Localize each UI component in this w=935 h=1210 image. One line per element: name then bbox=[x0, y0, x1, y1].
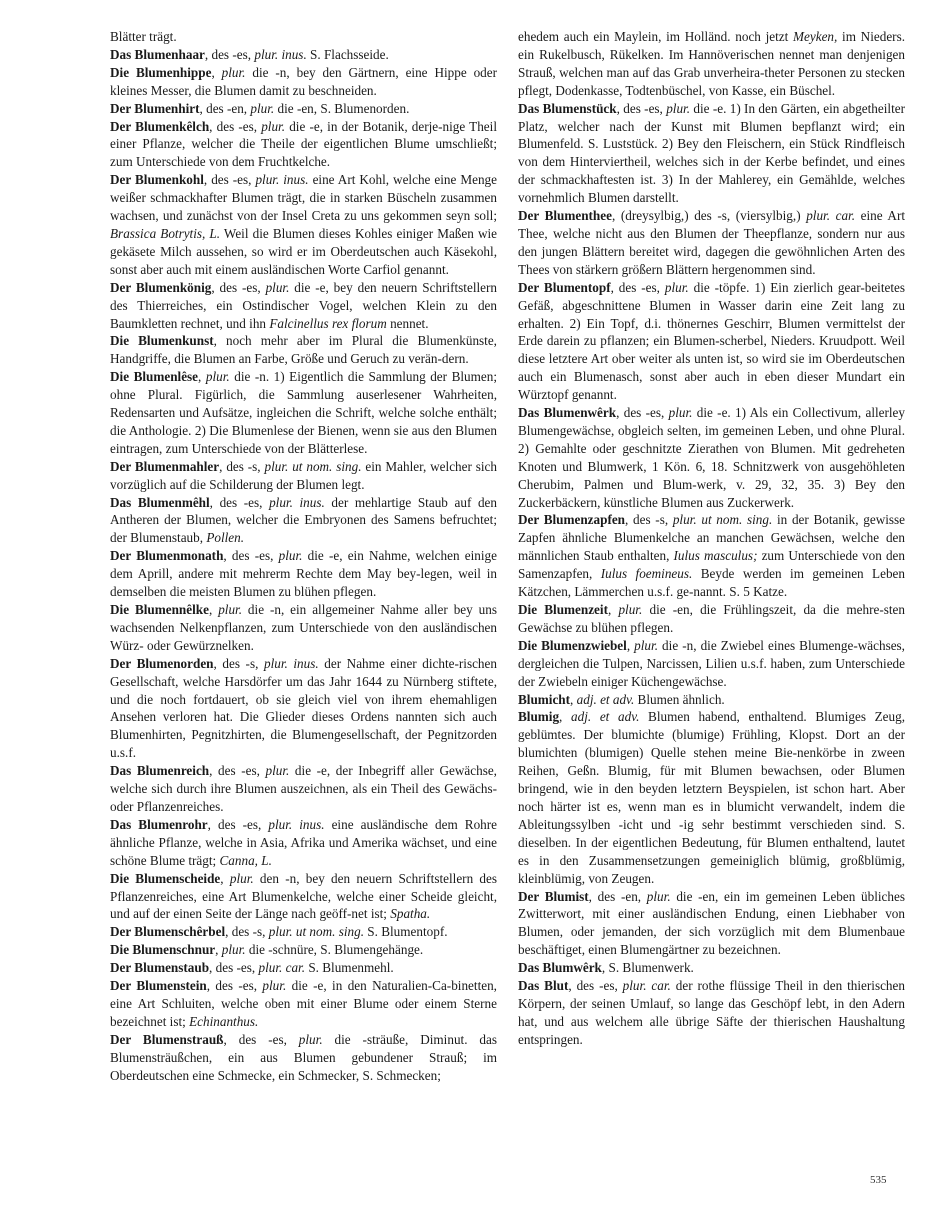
entry-text: den -n, bey den neuern Schriftstellern des Pflanzenreiches, eine Art Blumenkelche, welche einer Scheide gleicht, und auf der einen Seite der Länge nach geöff-net ist; bbox=[110, 870, 497, 922]
entry-italic-text: Meyken, bbox=[793, 29, 838, 44]
entry-italic-text: Iulus masculus; bbox=[673, 548, 758, 564]
entry-text: , bbox=[559, 709, 572, 725]
entry-headword: Die Blumenschnur bbox=[110, 942, 216, 958]
entry-text: , S. Blumenwerk. bbox=[601, 960, 694, 976]
entry-italic-text: Pollen. bbox=[206, 530, 245, 546]
entry-text: der rothe flüssige Theil in den thierischen Körpern, der seinen Umlauf, so lange das Geschöpf lebt, in den Adern hat, und aus welchem alle übrige Säfte der thierischen Haushaltung entspringen. bbox=[518, 978, 905, 1047]
entry-headword: Der Blumenschêrbel bbox=[110, 924, 226, 940]
entry-headword: Der Blumenmahler bbox=[110, 458, 220, 474]
page-number: 535 bbox=[870, 1174, 887, 1186]
entry-text: S. Flachsseide. bbox=[306, 46, 389, 62]
entry-text: , des -es, bbox=[204, 46, 255, 62]
entry-italic-text: plur. ut nom. sing. bbox=[268, 924, 364, 940]
entry-headword: Das Blumenhaar bbox=[110, 46, 205, 62]
dictionary-entry bbox=[110, 941, 497, 959]
entry-text: S. Blumenmehl. bbox=[305, 960, 394, 976]
dictionary-entry bbox=[518, 279, 905, 404]
dictionary-entry bbox=[110, 547, 497, 601]
entry-headword: Das Blumenwêrk bbox=[518, 405, 617, 421]
entry-headword: Der Blumenmonath bbox=[110, 548, 224, 564]
entry-italic-text: plur. bbox=[666, 100, 691, 116]
entry-text: , bbox=[607, 602, 619, 617]
entry-text: eine ausländische dem Rohre ähnliche Pflanze, welche in Asia, Afrika und Amerika wächset, und eine schöne Blume trägt; bbox=[110, 816, 497, 868]
dictionary-entry bbox=[518, 708, 905, 887]
dictionary-entry bbox=[110, 923, 497, 941]
dictionary-entry bbox=[110, 458, 497, 494]
dictionary-entry bbox=[518, 888, 905, 960]
entry-text: , des -es, bbox=[209, 118, 262, 134]
dictionary-entry bbox=[518, 100, 905, 207]
entry-italic-text: plur. bbox=[221, 942, 246, 958]
entry-text: die -e, in den Naturalien-Ca-binetten, eine Art Schluiten, welche oben mit einer Blume oder einem Sterne bezeichnet ist; bbox=[110, 978, 497, 1029]
entry-text: Blumen habend, enthaltend. Blumiges Zeug, geblümtes. Der blumichte (blumige) Frühling, Klopst. Dort an der blumichten (blumigen) Quelle stehen meine Bie-nenkörbe in zween Reihen, Geßn. Blumig, für mit Blumen bewachsen, oder Blumen bringend, wie in den beyden letztern Beyspielen, ist schon hart. Aber noch härter ist es, wenn man es in blumicht verwandelt, indem die Ableitungssylben -icht und -ig sehr bestimmt verschieden sind. S. dieselben. In der eigentlichen Bedeutung, für Blumen enthaltend, lautet es in den Zusammensetzungen gemeiniglich blümig, großblümig, kleinblümig, von Zeugen. bbox=[518, 709, 906, 886]
entry-headword: Blumig bbox=[518, 709, 560, 725]
entry-italic-text: Falcinellus rex florum bbox=[269, 315, 387, 331]
dictionary-entry bbox=[110, 762, 497, 816]
entry-headword: Die Blumenhippe bbox=[110, 64, 212, 80]
entry-headword: Der Blumenstrauß bbox=[110, 1031, 224, 1047]
entry-text: , des -s, bbox=[219, 458, 265, 474]
dictionary-entry bbox=[110, 816, 497, 870]
entry-text: , des -en, bbox=[588, 888, 647, 904]
entry-text: S. Blumentopf. bbox=[364, 924, 448, 940]
entry-headword: Der Blumenzapfen bbox=[518, 512, 626, 528]
dictionary-entry bbox=[110, 118, 497, 172]
entry-italic-text: plur. bbox=[664, 279, 689, 295]
entry-text: die -schnüre, S. Blumengehänge. bbox=[245, 942, 424, 958]
dictionary-entry bbox=[518, 977, 905, 1049]
dictionary-entry bbox=[518, 601, 905, 637]
entry-text: , des -es, bbox=[209, 494, 270, 510]
entry-text: in der Botanik, gewisse Zapfen ähnliche Blumenkelche an manchen Gewächsen, welche den männlichen Staub enthalten, bbox=[518, 512, 905, 564]
entry-text: , des -s, bbox=[225, 924, 269, 940]
entry-text: , bbox=[211, 64, 222, 80]
entry-text: die -e. 1) In den Gärten, ein abgetheilter Platz, welcher nach der Kunst mit Blumen bepflanzt wird; ein Blumenfeld. S. Luststück. 2) Bey den Fleischern, ein Stück Rindfleisch von dem Hinterviertheil, welches sich in der Kerbe befindet, und eines der schmackhaftesten ist. 3) In der Mahlerey, ein Gemählde, welches vornehmlich Blumen darstellt. bbox=[518, 100, 905, 206]
entry-text: , des -es, bbox=[616, 100, 667, 116]
right-column bbox=[518, 28, 905, 1049]
entry-italic-text: plur. bbox=[278, 548, 303, 564]
entry-headword: Das Blumenrohr bbox=[110, 816, 208, 832]
entry-italic-text: plur. car. bbox=[258, 960, 306, 976]
entry-text: die -e. 1) Als ein Collectivum, allerley Blumengewächse, obgleich selten, im gemeinen Leben, und ohne Plural. 2) Gemahlte oder geschnitzte Zierathen von Blumen. Mit gedreheten Knoten und Blumwerk, 1 Kön. 6, 18. Schnitzwerk von ausgehöhleten Cherubim, Palmen und Blum-werk, v. 29, 32, 35. 3) Bey den Zuckerbäckern, künstliche Blumen aus Zuckerwerk. bbox=[518, 405, 906, 510]
dictionary-entry bbox=[110, 959, 497, 977]
dictionary-entry bbox=[110, 494, 497, 548]
entry-text: die -en, die Frühlingszeit, da die mehre-sten Gewächse zu blühen pflegen. bbox=[518, 602, 905, 635]
entry-text: die -e, in der Botanik, derje-nige Theil einer Pflanze, welcher die Theile der eigentlichen Blume umschließt; zum Unterschiede von dem Fruchtkelche. bbox=[110, 118, 497, 170]
entry-text: nennet. bbox=[386, 315, 429, 331]
entry-headword: Das Blut bbox=[518, 978, 569, 994]
entry-text: , des -es, bbox=[223, 548, 279, 564]
entry-headword: Der Blumist bbox=[518, 888, 589, 904]
entry-text: Beyde werden im gemeinen Leben Kätzchen, Lämmerchen u.s.f. ge-nannt. S. 5 Katze. bbox=[518, 566, 905, 600]
entry-headword: Der Blumenkohl bbox=[110, 172, 204, 188]
entry-headword: Blumicht bbox=[518, 691, 571, 707]
entry-italic-text: plur. bbox=[221, 64, 246, 80]
entry-headword: Der Blumenthee bbox=[518, 208, 612, 224]
entry-text: , bbox=[198, 369, 206, 385]
dictionary-entry bbox=[110, 655, 497, 762]
entry-italic-text: plur. inus. bbox=[263, 655, 319, 671]
entry-text: Weil die Blumen dieses Kohles einiger Maßen wie gekäsete Milch aussehen, so wird er im Oberdeutschen auch Käsekohl, sonst aber auch mit einem ausländischen Worte Carfiol genannt. bbox=[110, 225, 497, 277]
entry-text: , des -s, bbox=[625, 512, 673, 528]
dictionary-entry bbox=[110, 870, 497, 924]
entry-text: ein Mahler, welcher sich vorzüglich auf die Schilderung der Blumen legt. bbox=[110, 458, 498, 492]
entry-text: Blumen ähnlich. bbox=[634, 691, 725, 707]
entry-headword: Die Blumenlêse bbox=[110, 369, 199, 385]
entry-italic-text: plur. bbox=[265, 763, 290, 779]
entry-headword: Der Blumenstaub bbox=[110, 960, 210, 976]
entry-text: , (dreysylbig,) des -s, (viersylbig,) bbox=[611, 208, 807, 224]
entry-text: , noch mehr aber im Plural die Blumenkünste, Handgriffe, die Blumen an Farbe, Größe und Geruch zu verän-dern. bbox=[110, 333, 497, 367]
entry-text: , des -es, bbox=[568, 978, 623, 994]
entry-italic-text: plur. bbox=[261, 118, 286, 134]
entry-italic-text: Iulus foemineus. bbox=[600, 566, 693, 582]
dictionary-entry bbox=[110, 171, 497, 278]
dictionary-entry bbox=[110, 1031, 497, 1085]
entry-italic-text: plur. bbox=[250, 100, 275, 116]
entry-headword: Die Blumennêlke bbox=[110, 602, 209, 617]
dictionary-entry bbox=[518, 691, 905, 709]
entry-italic-text: Echinanthus. bbox=[189, 1013, 259, 1029]
entry-headword: Der Blumenkönig bbox=[110, 279, 212, 295]
dictionary-entry bbox=[518, 511, 905, 601]
entry-text: ehedem auch ein Maylein, im Holländ. noch jetzt bbox=[518, 29, 794, 44]
entry-text: , des -es, bbox=[223, 1031, 299, 1047]
entry-italic-text: plur. bbox=[298, 1031, 323, 1047]
dictionary-entry bbox=[110, 332, 497, 368]
entry-italic-text: plur. car. bbox=[806, 208, 856, 224]
entry-italic-text: plur. bbox=[218, 602, 243, 617]
entry-italic-text: plur. bbox=[205, 369, 230, 385]
entry-text: , des -s, bbox=[213, 655, 264, 671]
entry-text: , bbox=[215, 942, 222, 958]
entry-text: die -e, bey den neuern Schriftstellern des Thierreiches, ein Ostindischer Vogel, welchen Klein zu den Baumkletten rechnet, und ihn bbox=[110, 279, 497, 331]
entry-italic-text: plur. car. bbox=[622, 978, 671, 994]
entry-text: die -e, der Inbegriff aller Gewächse, welche sich durch ihre Blumen auszeichnen, als ein Theil des Gewächs- oder Pflanzenreiches. bbox=[110, 763, 497, 814]
entry-headword: Die Blumenscheide bbox=[110, 870, 221, 886]
entry-italic-text: Spatha. bbox=[390, 906, 431, 922]
entry-text: , des -es, bbox=[203, 172, 256, 188]
entry-text: eine Art Kohl, welche eine Menge weißer schmackhafter Blumen trägt, die in starken Büscheln zusammen wachsen, und zunächst von der Insel Creta zu uns gekommen seyn soll; bbox=[110, 172, 497, 224]
entry-text: , des -es, bbox=[209, 763, 266, 779]
entry-text: , des -es, bbox=[610, 279, 665, 295]
entry-text: die -töpfe. 1) Ein zierlich gear-beitetes Gefäß, abgeschnittene Blumen in Wasser darin eine Zeit lang zu erhalten. 2) Ein Topf, d.i. thönernes Geschirr, Blumen vermittelst der Erde darein zu pflanzen; ein Blumen-scherbel, Nieders. Kruudpott. Weil diese letztere Art ober weiter als unten ist, so wird sie im Oberdeutschen auch ein Blumenasch, sonst aber auch in eben dieser Mundart ein Würztopf genannt. bbox=[518, 279, 906, 403]
dictionary-entry bbox=[518, 207, 905, 279]
entry-headword: Die Blumenzeit bbox=[518, 602, 608, 617]
dictionary-entry bbox=[518, 959, 905, 977]
dictionary-entry bbox=[518, 28, 905, 100]
entry-text: der Nahme einer dichte-rischen Gesellschaft, welche Harsdörfer um das Jahr 1644 zu Nürnberg stiftete, und die noch fortdauert, ob sie gleich viel von ihrem ehemahligen Ansehen verloren hat. Die Glieder dieses Ordens nannten sich auch Blumenhirten, Pegnitzhirten, die Blumengesellschaft, der Pegnitzorden u.s.f. bbox=[110, 655, 497, 761]
entry-text: die -n, ein allgemeiner Nahme aller bey uns wachsenden Nelkenpflanzen, zum Unterschiede von den ausländischen Würz- oder Gewürznelken. bbox=[110, 602, 497, 653]
entry-text: die -sträuße, Diminut. das Blumensträußchen, ein aus Blumen gebundener Strauß; im Oberdeutschen eine Schmecke, ein Schmecker, S. Schmecken; bbox=[110, 1031, 497, 1083]
entry-italic-text: plur. inus. bbox=[268, 816, 325, 832]
entry-text: die -n. 1) Eigentlich die Sammlung der Blumen; ohne Plural. Figürlich, die Sammlung auserlesener Wahrheiten, Redensarten und Aufsätze, ingleichen die Schrift, welche solche enthält; die Anthologie. 2) Die Blumenlese der Bienen, wenn sie aus den Blumen eintragen, zum Unterschiede von der Blätterlese. bbox=[110, 369, 497, 456]
entry-text: die -en, ein im gemeinen Leben übliches Zwitterwort, mit einer ausländischen Endung, einen Liebhaber von Blumen, oder jemanden, der sich vorzüglich mit dem Blumenbaue beschäftiget, einen Blumengärtner zu bezeichnen. bbox=[518, 888, 905, 958]
entry-italic-text: plur. bbox=[634, 637, 658, 653]
dictionary-entry bbox=[110, 368, 497, 458]
entry-text: im Nieders. ein Rukelbusch, Rükelken. Im Hannöverischen nennet man denjenigen Strauß, welchen man auf das Grab unverheira-theter Personen zu stecken pflegt, Dodenkasse, Todtenbüschel, von Kasse, ein Büschel. bbox=[518, 29, 905, 98]
entry-italic-text: plur. bbox=[646, 888, 671, 904]
entry-italic-text: plur. bbox=[668, 405, 693, 421]
entry-text: , bbox=[570, 691, 577, 707]
entry-headword: Der Blumenstein bbox=[110, 978, 207, 994]
entry-italic-text: plur. inus. bbox=[269, 494, 325, 510]
entry-italic-text: plur. bbox=[618, 602, 643, 617]
dictionary-entry bbox=[518, 404, 905, 511]
dictionary-entry bbox=[110, 46, 497, 64]
dictionary-entry bbox=[110, 28, 497, 46]
entry-text: , des -es, bbox=[616, 405, 669, 421]
dictionary-entry bbox=[110, 601, 497, 655]
entry-text: , des -es, bbox=[206, 978, 263, 994]
dictionary-entry bbox=[110, 100, 497, 118]
entry-italic-text: Canna, L. bbox=[219, 852, 272, 868]
entry-text: , des -en, bbox=[199, 100, 251, 116]
entry-headword: Die Blumenkunst bbox=[110, 333, 214, 349]
entry-headword: Das Blumenreich bbox=[110, 763, 210, 779]
entry-text: , bbox=[220, 870, 230, 886]
entry-headword: Das Blumwêrk bbox=[518, 960, 602, 976]
entry-italic-text: plur. bbox=[229, 870, 254, 886]
entry-text: die -e, ein Nahme, welchen einige dem Aprill, andere mit mehrerm Rechte dem May bey-legen, weil in demselben die meisten Blumen zu blühen pflegen. bbox=[110, 548, 497, 600]
entry-italic-text: plur. ut nom. sing. bbox=[264, 458, 362, 474]
entry-text: eine Art Thee, welche nicht aus den Blumen der Theepflanze, sondern nur aus den jungen Blättern bereitet wird, dagegen die gewöhnlichen Arten des Thees von stärkern größern Blättern hergenommen sind. bbox=[518, 208, 905, 277]
entry-headword: Der Blumentopf bbox=[518, 279, 611, 295]
entry-italic-text: plur. bbox=[262, 978, 287, 994]
entry-text: , bbox=[208, 602, 219, 617]
entry-headword: Das Blumenmêhl bbox=[110, 494, 210, 510]
entry-italic-text: Brassica Botrytis, L. bbox=[110, 225, 221, 241]
entry-headword: Der Blumenorden bbox=[110, 655, 214, 671]
dictionary-entry bbox=[110, 64, 497, 100]
dictionary-entry bbox=[518, 637, 905, 691]
entry-italic-text: adj. et adv. bbox=[571, 709, 640, 725]
dictionary-entry bbox=[110, 977, 497, 1031]
entry-italic-text: plur. inus. bbox=[254, 46, 307, 62]
entry-italic-text: plur. ut nom. sing. bbox=[672, 512, 773, 528]
entry-text: , bbox=[626, 637, 635, 653]
entry-italic-text: plur. bbox=[265, 279, 290, 295]
entry-text: Blätter trägt. bbox=[110, 29, 177, 44]
entry-text: der mehlartige Staub auf den Antheren der Blumen, welcher die Embryonen des Samens befruchtet; der Blumenstaub, bbox=[110, 494, 497, 546]
entry-text: die -n, bey den Gärtnern, eine Hippe oder kleines Messer, die Blumen damit zu beschneiden. bbox=[110, 64, 498, 98]
left-column bbox=[110, 28, 497, 1084]
entry-headword: Die Blumenzwiebel bbox=[518, 637, 627, 653]
dictionary-entry bbox=[110, 279, 497, 333]
entry-text: die -en, S. Blumenorden. bbox=[274, 100, 410, 116]
entry-headword: Das Blumenstück bbox=[518, 100, 617, 116]
entry-italic-text: plur. inus. bbox=[255, 172, 309, 188]
entry-text: die -n, die Zwiebel eines Blumenge-wächses, dergleichen die Tulpen, Narcissen, Lilien u.s.f. haben, zum Unterschiede der Zwiebeln einiger Küchengewächse. bbox=[518, 637, 905, 689]
entry-text: , des -es, bbox=[207, 816, 269, 832]
entry-headword: Der Blumenkêlch bbox=[110, 118, 210, 134]
entry-text: zum Unterschiede von den Samenzapfen, bbox=[518, 548, 905, 582]
entry-headword: Der Blumenhirt bbox=[110, 100, 200, 116]
entry-italic-text: adj. et adv. bbox=[576, 691, 635, 707]
entry-text: , des -es, bbox=[211, 279, 266, 295]
entry-text: , des -es, bbox=[209, 960, 259, 976]
